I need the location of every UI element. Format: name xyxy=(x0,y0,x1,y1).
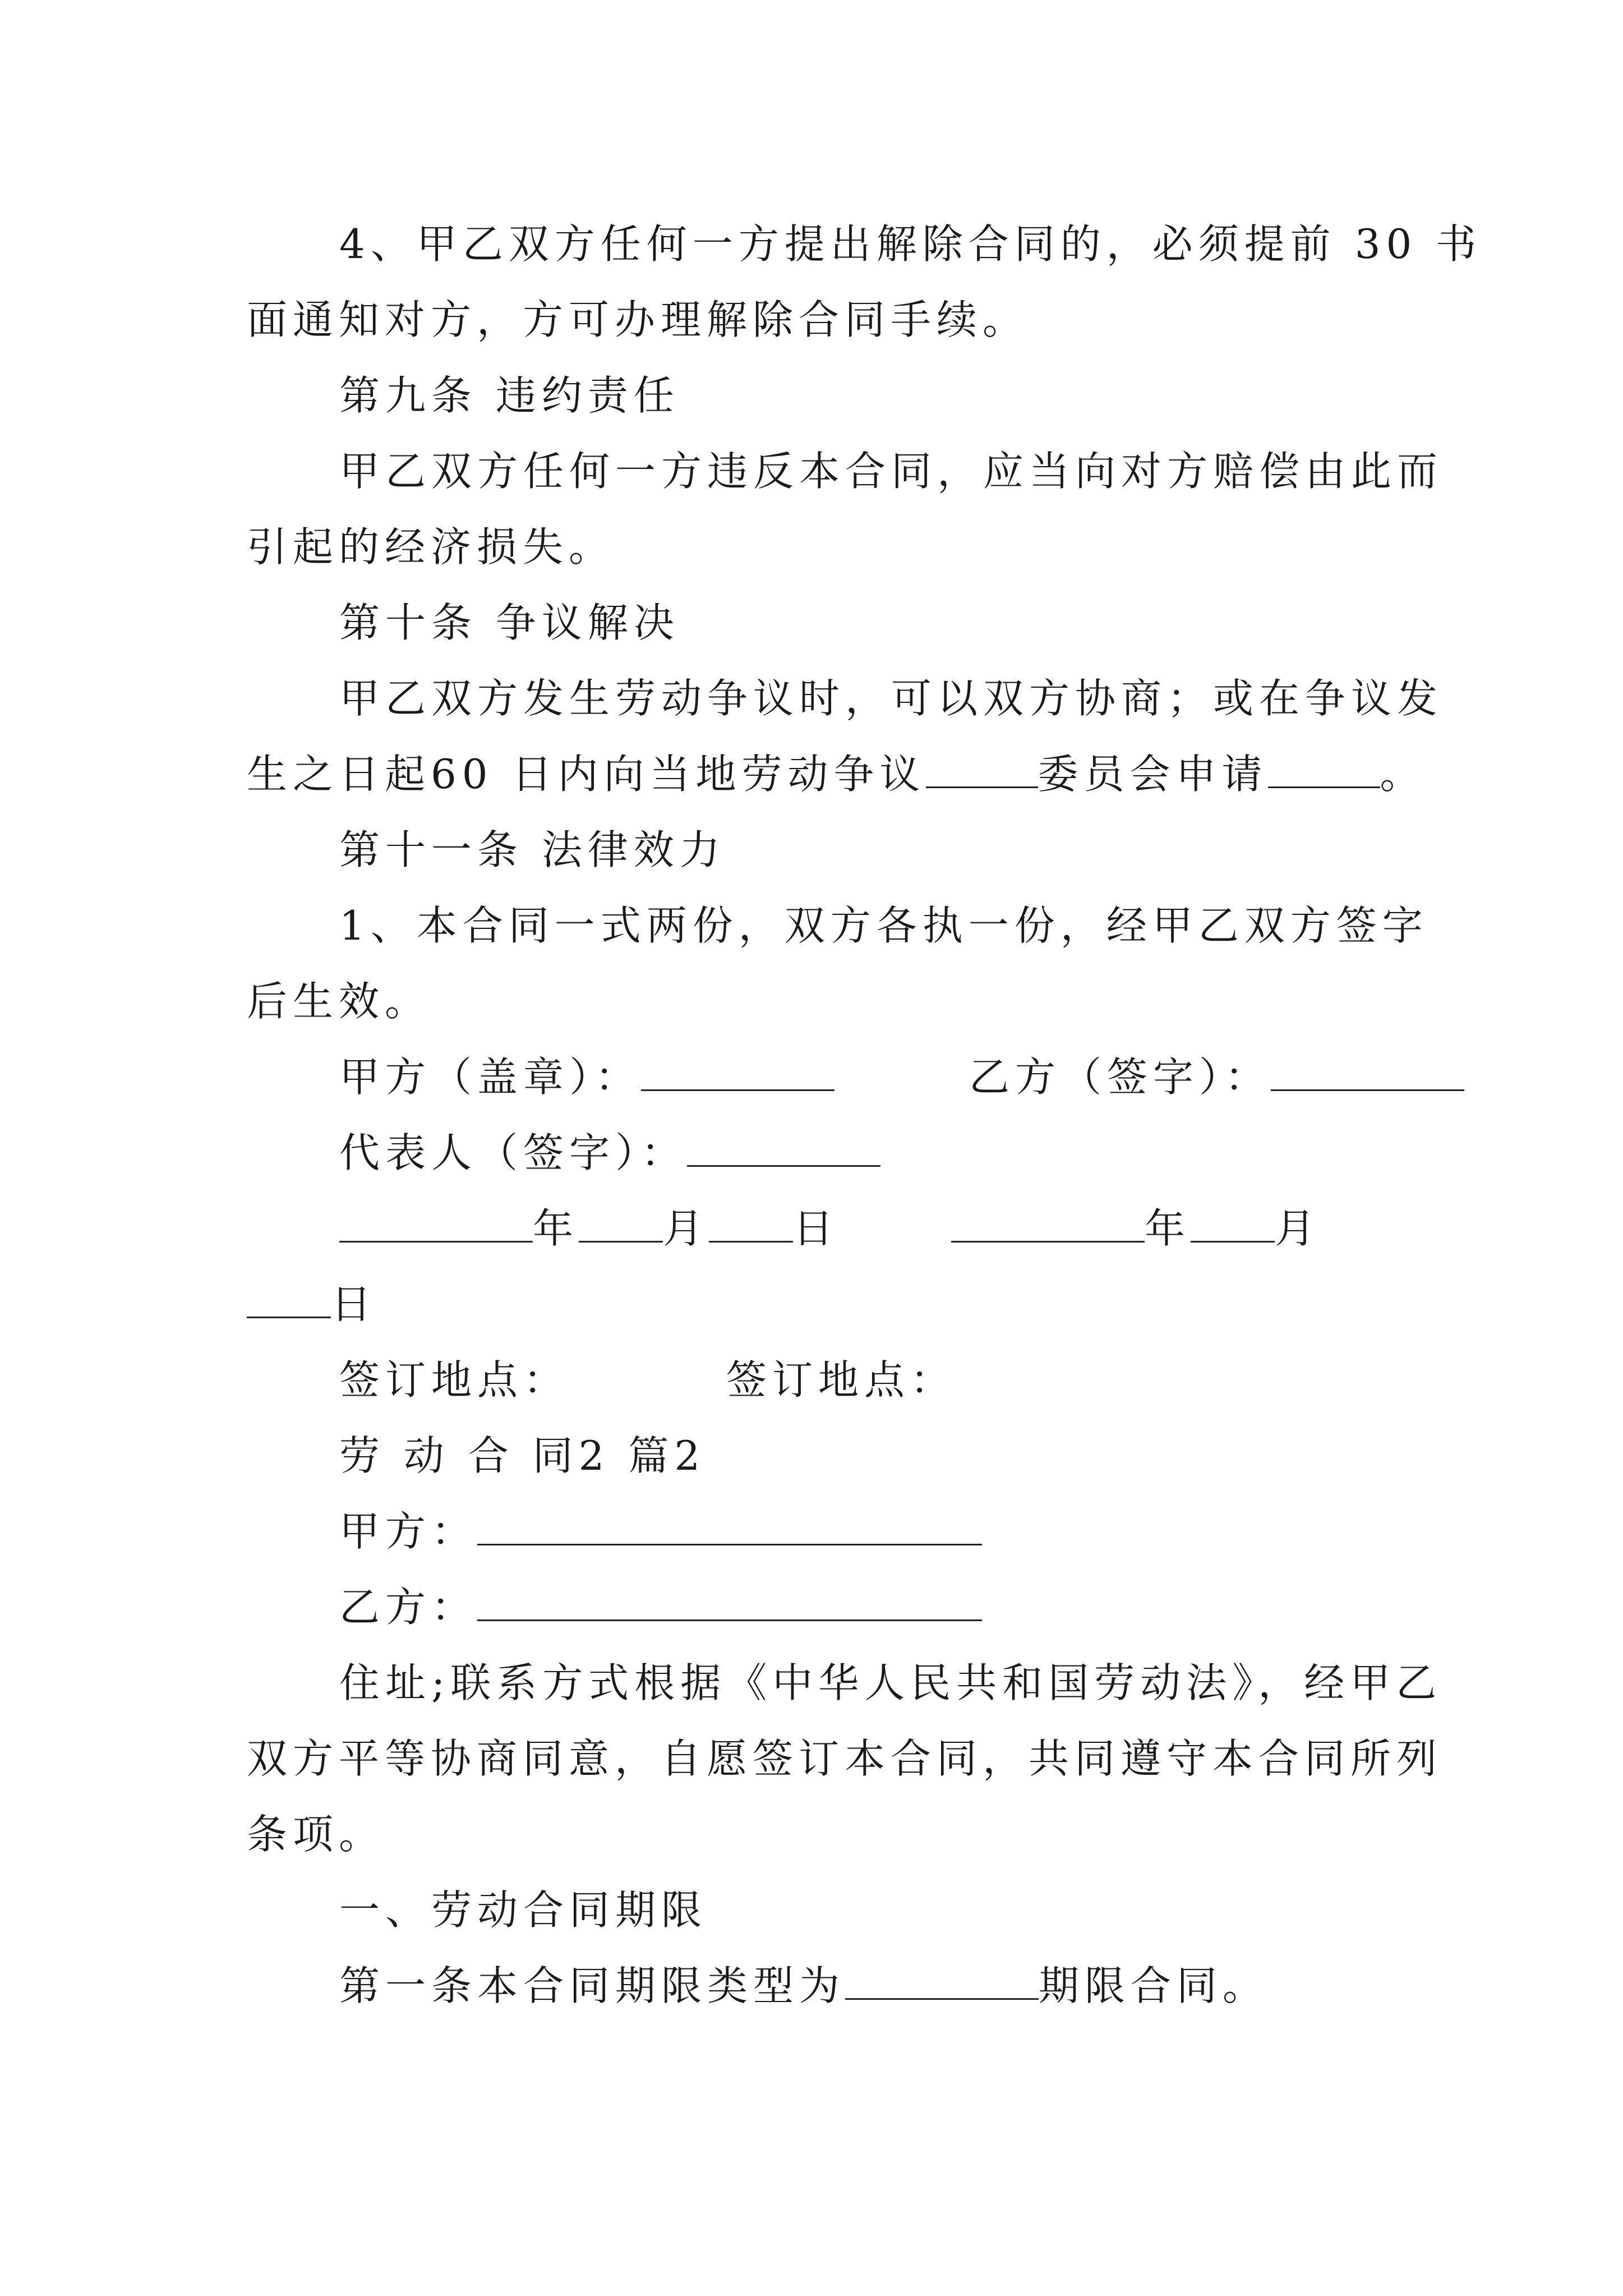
blank-field xyxy=(926,752,1038,788)
line-text: 日 xyxy=(793,1205,840,1252)
line-text: 乙方（签字）： xyxy=(969,1053,1271,1101)
line-text: 月 xyxy=(1275,1205,1321,1252)
paragraph-line: 甲乙双方发生劳动争议时，可以双方协商；或在争议发 xyxy=(339,675,1444,722)
blank-field xyxy=(845,1963,1039,2000)
paragraph-line: 后生效。 xyxy=(247,978,431,1025)
signing-place-line xyxy=(339,1352,956,1408)
line-text: 生之日起60 日内向当地劳动争议 xyxy=(247,751,926,798)
paragraph-line: 引起的经济损失。 xyxy=(247,523,615,570)
blank-field xyxy=(247,1282,331,1318)
blank-field xyxy=(477,1509,982,1545)
date-line xyxy=(247,1276,377,1332)
line-text: 委员会申请 xyxy=(1038,751,1268,798)
line-text: 代表人（签字）： xyxy=(339,1129,688,1176)
signature-line xyxy=(339,1125,880,1181)
party-line xyxy=(339,1503,982,1559)
paragraph-line: 住址;联系方式根据《中华人民共和国劳动法》，经甲乙 xyxy=(339,1659,1442,1706)
blank-field xyxy=(641,1055,834,1091)
line-text: 年 xyxy=(533,1205,579,1252)
blank-field xyxy=(951,1206,1145,1243)
paragraph-line: 1、本合同一式两份，双方各执一份，经甲乙双方签字 xyxy=(339,902,1428,949)
paragraph-line: 甲乙双方任何一方违反本合同，应当向对方赔偿由此而 xyxy=(339,448,1444,495)
blank-field xyxy=(1191,1206,1275,1243)
line-text: 甲方： xyxy=(339,1508,478,1555)
blank-field xyxy=(687,1130,880,1167)
signature-line xyxy=(339,1049,1464,1105)
line-text: 签订地点： xyxy=(339,1356,570,1404)
line-text: 第一条本合同期限类型为 xyxy=(339,1962,846,2009)
paragraph-line xyxy=(247,746,1426,802)
line-text: 月 xyxy=(663,1205,709,1252)
party-line xyxy=(339,1579,982,1635)
blank-field xyxy=(709,1206,793,1243)
section-heading: 第十条 争议解决 xyxy=(339,599,680,646)
date-line xyxy=(339,1200,1321,1257)
section-heading: 一、劳动合同期限 xyxy=(339,1887,708,1934)
section-heading: 第十一条 法律效力 xyxy=(339,826,726,873)
paragraph-line xyxy=(339,1958,1269,2014)
blank-field xyxy=(1271,1055,1464,1091)
line-text: 。 xyxy=(1380,751,1426,798)
line-text: 甲方（盖章）： xyxy=(339,1053,642,1101)
line-text: 年 xyxy=(1145,1205,1191,1252)
paragraph-line: 面通知对方，方可办理解除合同手续。 xyxy=(247,296,1029,343)
line-text: 签订地点： xyxy=(726,1356,957,1404)
document-heading: 劳 动 合 同2 篇2 xyxy=(339,1432,706,1479)
paragraph-line: 条项。 xyxy=(247,1811,385,1858)
line-text: 期限合同。 xyxy=(1039,1962,1269,2009)
section-heading: 第九条 违约责任 xyxy=(339,372,680,419)
blank-field xyxy=(579,1206,663,1243)
blank-field xyxy=(339,1206,533,1243)
paragraph-line: 4、甲乙双方任何一方提出解除合同的，必须提前 30 书 xyxy=(339,220,1482,268)
paragraph-line: 双方平等协商同意，自愿签订本合同，共同遵守本合同所列 xyxy=(247,1735,1443,1782)
blank-field xyxy=(1268,752,1380,788)
line-text: 日 xyxy=(331,1281,377,1328)
blank-field xyxy=(477,1585,982,1621)
line-text: 乙方： xyxy=(339,1584,478,1631)
